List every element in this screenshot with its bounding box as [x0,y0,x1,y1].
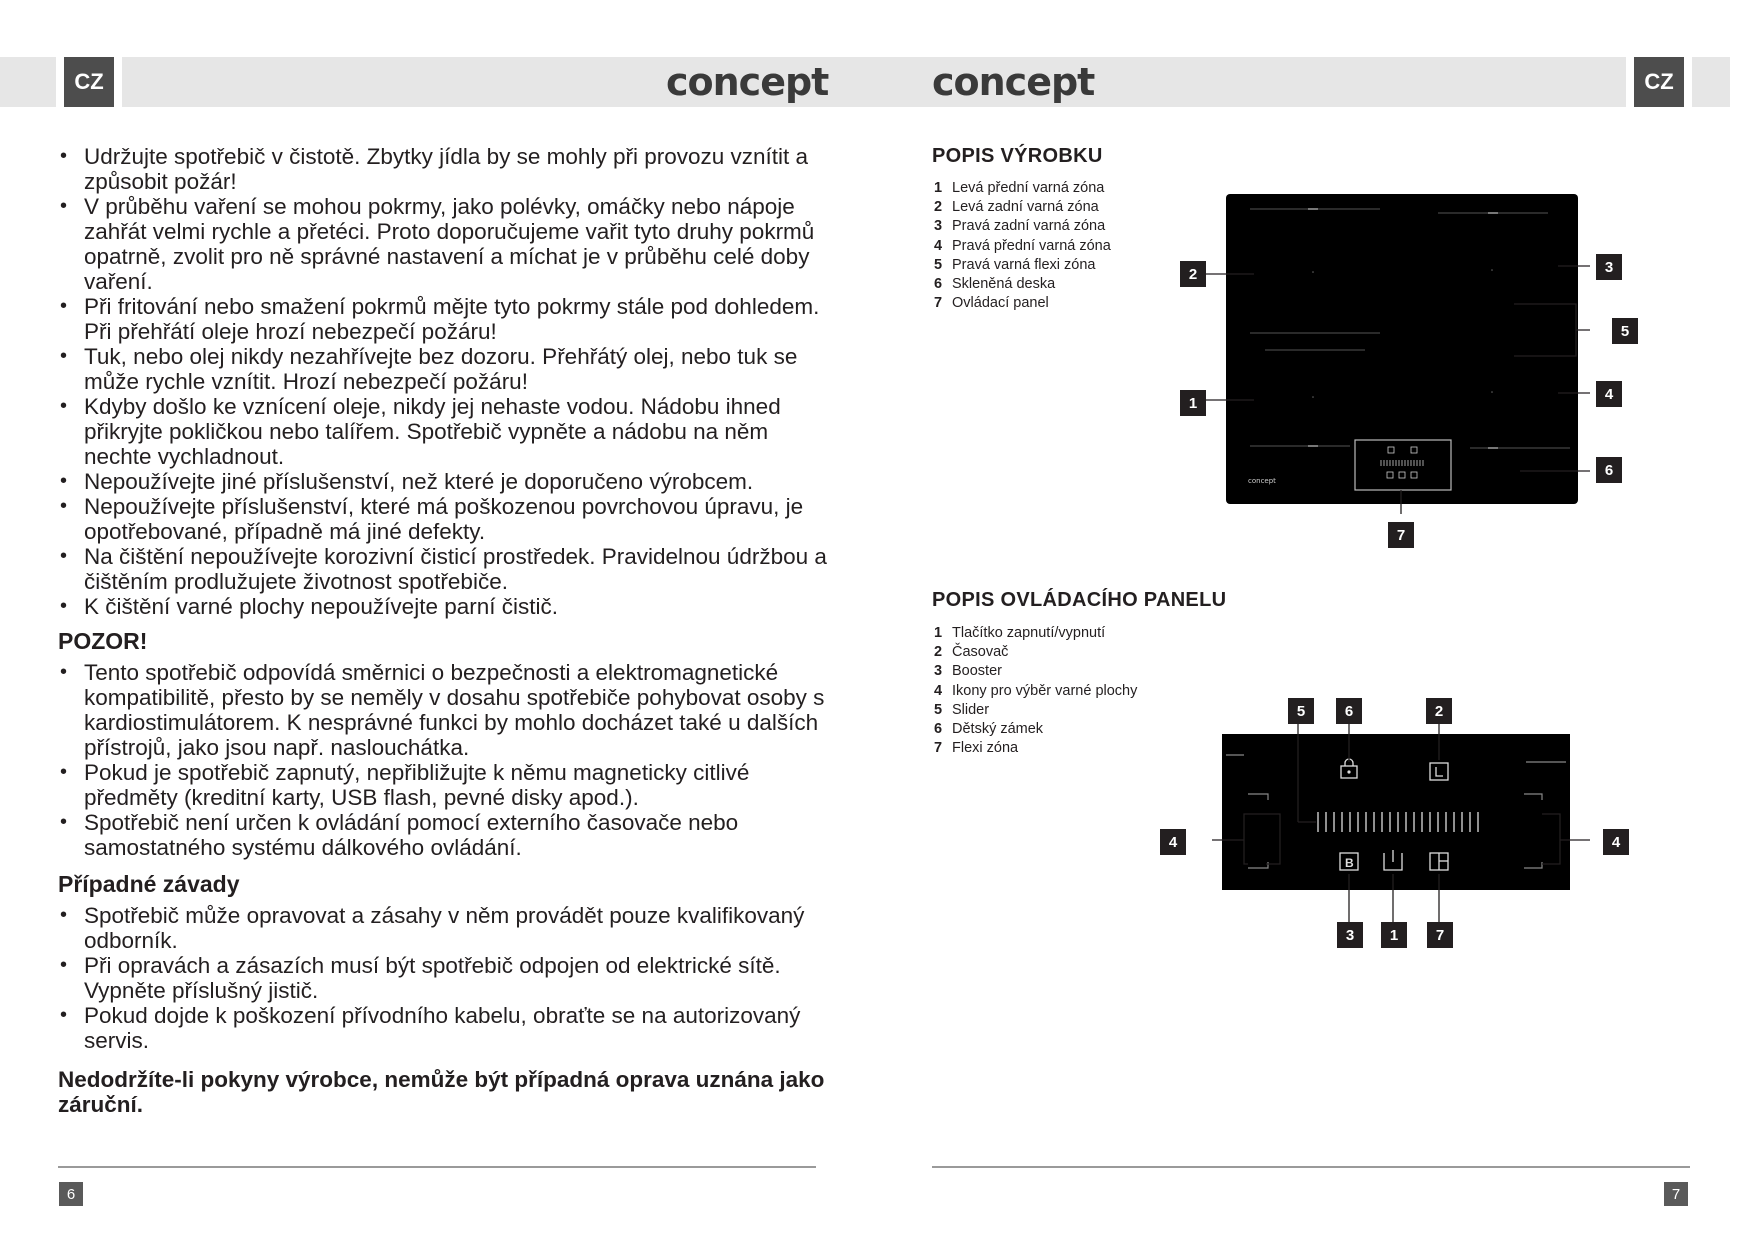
list-item: • Spotřebič může opravovat a zásahy v něm provádět pouze kvalifikovaný odborník. [58,903,828,953]
callout-badge: 4 [1160,829,1186,855]
callout-badge: 7 [1427,922,1453,948]
language-badge-left: CZ [64,57,114,107]
hob-glass-plate [1226,194,1578,504]
callout-badge: 1 [1180,390,1206,416]
hob-logo: concept [1248,477,1276,485]
legend-number: 6 [934,276,943,293]
header-gap [114,57,122,107]
page-number-left: 6 [59,1182,83,1206]
list-item: • Kdyby došlo ke vznícení oleje, nikdy jej nehaste vodou. Nádobu ihned přikryjte pokličkou nebo talířem. Spotřebič vypněte a nádobu na něm nechte vychladnout. [58,394,828,469]
hob-diagram [1170,190,1590,550]
header-gap [56,57,64,107]
legend-text: Slider [952,701,990,718]
faults-heading: Případné závady [58,871,240,897]
legend-number: 6 [934,721,943,738]
callout-badge: 5 [1612,318,1638,344]
legend-number: 7 [934,295,943,312]
legend-number: 5 [934,256,943,273]
warning-heading: POZOR! [58,628,148,654]
legend-item [934,237,1111,256]
list-item: • Tuk, nebo olej nikdy nezahřívejte bez dozoru. Přehřátý olej, nebo tuk se může rychle vznítit. Hrozí nebezpečí požáru! [58,344,828,394]
control-panel-diagram [1160,690,1590,950]
control-panel-legend [934,624,1137,758]
legend-number: 4 [934,237,943,254]
legend-item [934,294,1111,313]
legend-text: Pravá varná flexi zóna [952,256,1096,273]
callout-badge: 3 [1337,922,1363,948]
list-item: • Při fritování nebo smažení pokrmů mějte tyto pokrmy stále pod dohledem. Při přehřátí oleje hrozí nebezpečí požáru! [58,294,828,344]
product-legend [934,179,1111,313]
legend-number: 5 [934,701,943,718]
legend-number: 3 [934,218,943,235]
list-item: • Pokud dojde k poškození přívodního kabelu, obraťte se na autorizovaný servis. [58,1003,828,1053]
faults-list [58,903,828,1053]
legend-item [934,217,1111,236]
legend-number: 1 [934,625,943,641]
legend-number: 1 [934,180,943,196]
brand-logo-right: concept [932,60,1095,104]
legend-item [934,682,1137,701]
footer-rule-right [932,1166,1690,1168]
safety-list [58,144,828,619]
legend-item [934,256,1111,275]
legend-number: 4 [934,682,943,699]
page-number-right: 7 [1664,1182,1688,1206]
callout-badge: 4 [1596,381,1622,407]
callout-badge: 7 [1388,522,1414,548]
legend-item [934,179,1111,198]
legend-text: Dětský zámek [952,721,1044,738]
legend-text: Pravá zadní varná zóna [952,218,1106,235]
callout-badge: 2 [1180,261,1206,287]
legend-item [934,198,1111,217]
list-item: • Spotřebič není určen k ovládání pomocí externího časovače nebo samostatného systému dálkového ovládání. [58,810,828,860]
legend-number: 2 [934,644,943,661]
list-item: • Udržujte spotřebič v čistotě. Zbytky jídla by se mohly při provozu vznítit a způsobit požár! [58,144,828,194]
control-panel-title: POPIS OVLÁDACÍHO PANELU [932,589,1227,611]
header-bar [0,57,1730,107]
warning-list [58,660,828,860]
list-item: • Pokud je spotřebič zapnutý, nepřibližujte k němu magneticky citlivé předměty (kreditní karty, USB flash, pevné disky apod.). [58,760,828,810]
booster-letter: B [1345,856,1354,870]
slider-track [1318,812,1478,832]
callout-badge: 3 [1596,254,1622,280]
legend-text: Levá zadní varná zóna [952,199,1099,216]
legend-text: Booster [952,663,1002,680]
legend-item [934,662,1137,681]
brand-logo-left: concept [666,60,829,104]
legend-number: 7 [934,740,943,757]
language-badge-right: CZ [1634,57,1684,107]
legend-number: 3 [934,663,943,680]
callout-badge: 5 [1288,698,1314,724]
legend-text: Skleněná deska [952,276,1056,293]
header-gap [1626,57,1634,107]
legend-text: Ikony pro výběr varné plochy [952,682,1138,699]
legend-item [934,720,1137,739]
callout-badge: 4 [1603,829,1629,855]
legend-text: Pravá přední varná zóna [952,237,1111,254]
legend-text: Flexi zóna [952,740,1019,757]
callout-badge: 6 [1336,698,1362,724]
legend-number: 2 [934,199,943,216]
callout-badge: 1 [1381,922,1407,948]
legend-text: Tlačítko zapnutí/vypnutí [952,625,1106,641]
list-item: • Při opravách a zásazích musí být spotřebič odpojen od elektrické sítě. Vypněte příslušný jistič. [58,953,828,1003]
callout-badge: 6 [1596,457,1622,483]
header-gap [1684,57,1692,107]
list-item: • K čištění varné plochy nepoužívejte parní čistič. [58,594,828,619]
list-item: • Nepoužívejte jiné příslušenství, než které je doporučeno výrobcem. [58,469,828,494]
warranty-note: Nedodržíte-li pokyny výrobce, nemůže být případná oprava uznána jako záruční. [58,1067,825,1117]
legend-text: Ovládací panel [952,295,1049,312]
list-item: • Tento spotřebič odpovídá směrnici o bezpečnosti a elektromagnetické kompatibilitě, přesto by se neměly v dosahu spotřebiče pohybovat osoby s kardiostimulátorem. K nesprávné funkci by mohlo docházet také u dalších přístrojů, jako jsou např. naslouchátka. [58,660,828,760]
list-item: • Na čištění nepoužívejte korozivní čisticí prostředek. Pravidelnou údržbou a čištěním prodlužujete životnost spotřebiče. [58,544,828,594]
legend-item [934,643,1137,662]
footer-rule-left [58,1166,816,1168]
legend-text: Levá přední varná zóna [952,180,1105,196]
list-item: • Nepoužívejte příslušenství, které má poškozenou povrchovou úpravu, je opotřebované, případně má jiné defekty. [58,494,828,544]
legend-item [934,275,1111,294]
list-item: • V průběhu vaření se mohou pokrmy, jako polévky, omáčky nebo nápoje zahřát velmi rychle a přetéci. Proto doporučujeme vařit tyto druhy pokrmů opatrně, zvolit pro ně správné nastavení a míchat je v průběhu celé doby vaření. [58,194,828,294]
legend-item [934,701,1137,720]
legend-text: Časovač [952,644,1009,661]
control-panel-surface [1222,734,1570,890]
legend-item [934,624,1137,643]
product-description-title: POPIS VÝROBKU [932,145,1103,167]
callout-badge: 2 [1426,698,1452,724]
safety-text-column [58,144,828,1117]
legend-item [934,739,1137,758]
